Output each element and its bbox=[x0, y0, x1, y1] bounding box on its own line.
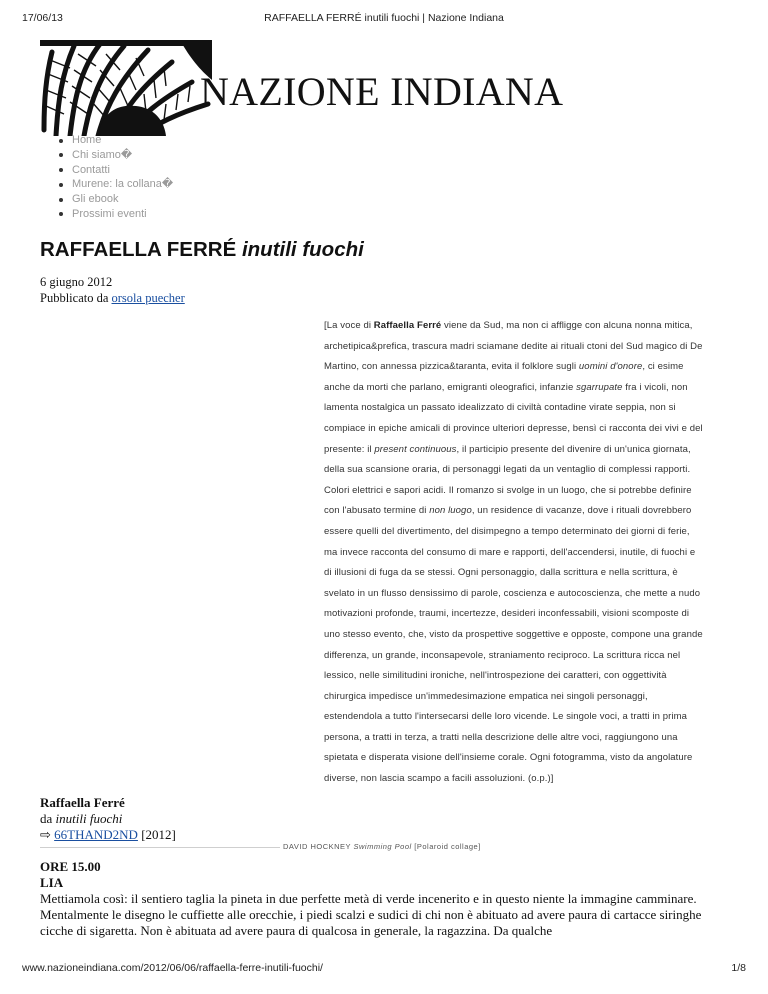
intro-italic: non luogo bbox=[429, 505, 472, 517]
caption-artist: DAVID HOCKNEY bbox=[283, 842, 351, 851]
post-byline bbox=[40, 290, 185, 306]
nav-item-label[interactable]: Chi siamo� bbox=[72, 148, 133, 161]
bullet-icon bbox=[59, 198, 63, 202]
arrow-icon: ⇨ bbox=[40, 827, 51, 842]
nav-item-ebook[interactable] bbox=[56, 192, 173, 207]
book-author: Raffaella Ferré bbox=[40, 795, 125, 810]
nav-item-chi-siamo[interactable] bbox=[56, 148, 173, 163]
intro-italic: sgarrupate bbox=[576, 381, 623, 393]
site-banner[interactable] bbox=[40, 40, 580, 136]
story-text: Mettiamola così: il sentiero taglia la pineta in due perfette metà di verde incenerito e in questo niente la immagine camminare. Mentalmente le disegno le cuffiette alle orecchie, i piedi scalzi e sudici di chi non è abituato ad avere paura di cartacce siringhe cicche di sigaretta. Non è abituata ad avere paura di qualcosa in generale, la ragazzina. Da qualche bbox=[40, 891, 702, 938]
nav-item-label[interactable]: Prossimi eventi bbox=[72, 207, 147, 220]
author-link[interactable]: orsola puecher bbox=[111, 291, 185, 305]
book-year: [2012] bbox=[141, 827, 176, 842]
print-page-title: RAFFAELLA FERRÉ inutili fuochi | Nazione Indiana bbox=[264, 12, 504, 24]
nav-item-label[interactable]: Home bbox=[72, 134, 102, 146]
book-from-label: da bbox=[40, 811, 53, 826]
post-date: 6 giugno 2012 bbox=[40, 275, 113, 289]
bullet-icon bbox=[59, 153, 63, 157]
story-time: ORE 15.00 bbox=[40, 859, 101, 874]
nav-item-murene[interactable] bbox=[56, 177, 173, 192]
caption-medium: [Polaroid collage] bbox=[414, 842, 481, 851]
published-by-label: Pubblicato da bbox=[40, 291, 109, 305]
bullet-icon bbox=[59, 139, 63, 143]
book-info bbox=[40, 795, 176, 843]
story-character: LIA bbox=[40, 875, 64, 890]
nav-item-label[interactable]: Contatti bbox=[72, 163, 110, 176]
site-title[interactable]: NAZIONE INDIANA bbox=[200, 69, 564, 114]
book-title: inutili fuochi bbox=[55, 811, 123, 826]
nav-item-home[interactable] bbox=[56, 133, 173, 148]
post-meta bbox=[40, 274, 185, 306]
main-nav bbox=[56, 133, 173, 222]
nav-item-prossimi-eventi[interactable] bbox=[56, 207, 173, 222]
intro-text: , il participio presente del divenire di un'unica giornata, della sua scansione oraria, di personaggi legati da un ventaglio di complessi rapporti. Colori elettrici e sapori acidi. Il romanzo si svolge in un luogo, che si potrebbe definire con l'abusato termine di bbox=[324, 443, 692, 517]
book-publisher-line bbox=[40, 827, 176, 843]
nav-item-contatti[interactable] bbox=[56, 163, 173, 178]
intro-text: , un residence di vacanze, dove i rituali dovrebbero essere quelli del divertimento, del disimpegno a tempo determinato dei giorni di ferie, ma invece racconta del consumo di mare e rapporti, dell'accendersi, inutile, di fuochi e di illusioni di fuga da se stessi. Ogni personaggio, dalla scrittura e nella scrittura, è svelato in un flusso densissimo di parole, coscienza e autocoscienza, che mette a nudo motivazioni profonde, traumi, incertezze, desideri inconfessabili, visioni scomposte di uno stesso evento, che, visto da prospettive soggettive e opposte, compone una grande differenza, un grande, inconsapevole, straniamento reciproco. La scrittura ricca nel lessico, nelle similitudini ironiche, nell'introspezione dei caratteri, con oggettività chirurgica impedisce un'immedesimazione empatica nei singoli personaggi, estendendola a tutto l'intersecarsi delle loro vicende. Le singole voci, a tratti in prima persona, a tratti in terza, a tratti nella descrizione delle altre voci, raggiungono una spietata e disperata visione dell'insieme corale. Ogni fotogramma, visto da angolature diverse, non lascia scampo a facili assoluzioni. (o.p.)] bbox=[324, 505, 703, 785]
intro-text: [La voce di bbox=[324, 320, 374, 331]
intro-paragraph bbox=[324, 316, 704, 790]
caption-work: Swimming Pool bbox=[353, 842, 412, 851]
intro-italic: uomini d'onore bbox=[578, 361, 643, 373]
intro-author-name: Raffaella Ferré bbox=[373, 320, 442, 331]
nav-item-label[interactable]: Gli ebook bbox=[72, 193, 119, 206]
intro-text: fra i vicoli, non lamenta nostalgica un passato idealizzato di civiltà contadine virate seppia, non si compiace in epiche amicali di province ulteriori depresse, bensì ci racconta dei vivi e del presente: il bbox=[324, 381, 703, 455]
nav-item-label[interactable]: Murene: la collana� bbox=[72, 178, 174, 191]
post-title bbox=[40, 238, 364, 262]
image-caption bbox=[283, 842, 481, 851]
bullet-icon bbox=[59, 212, 63, 216]
print-page-number: 1/8 bbox=[731, 962, 746, 974]
intro-italic: present continuous bbox=[374, 443, 457, 455]
intro-text: , ci esime anche da morti che parlano, emigranti oleografici, infanzie bbox=[324, 361, 684, 393]
publisher-link[interactable]: 66THAND2ND bbox=[54, 827, 138, 842]
bullet-icon bbox=[59, 168, 63, 172]
book-title-line bbox=[40, 811, 176, 827]
print-date: 17/06/13 bbox=[22, 12, 63, 24]
bullet-icon bbox=[59, 183, 63, 187]
print-url: www.nazioneindiana.com/2012/06/06/raffaella-ferre-inutili-fuochi/ bbox=[22, 962, 323, 974]
post-title-name: RAFFAELLA FERRÉ bbox=[40, 238, 237, 261]
post-title-italic: inutili fuochi bbox=[241, 238, 364, 261]
intro-text: viene da Sud, ma non ci affligge con alcuna nonna mitica, archetipica&prefica, trascura madri sciamane dedite ai rituali ctoni del Sud magico di De Martino, con annessa pizzica&taranta, evita il folklore sugli bbox=[324, 320, 703, 373]
story-heading bbox=[40, 859, 101, 891]
caption-divider bbox=[40, 847, 280, 848]
feather-sun-logo-icon bbox=[40, 40, 212, 136]
